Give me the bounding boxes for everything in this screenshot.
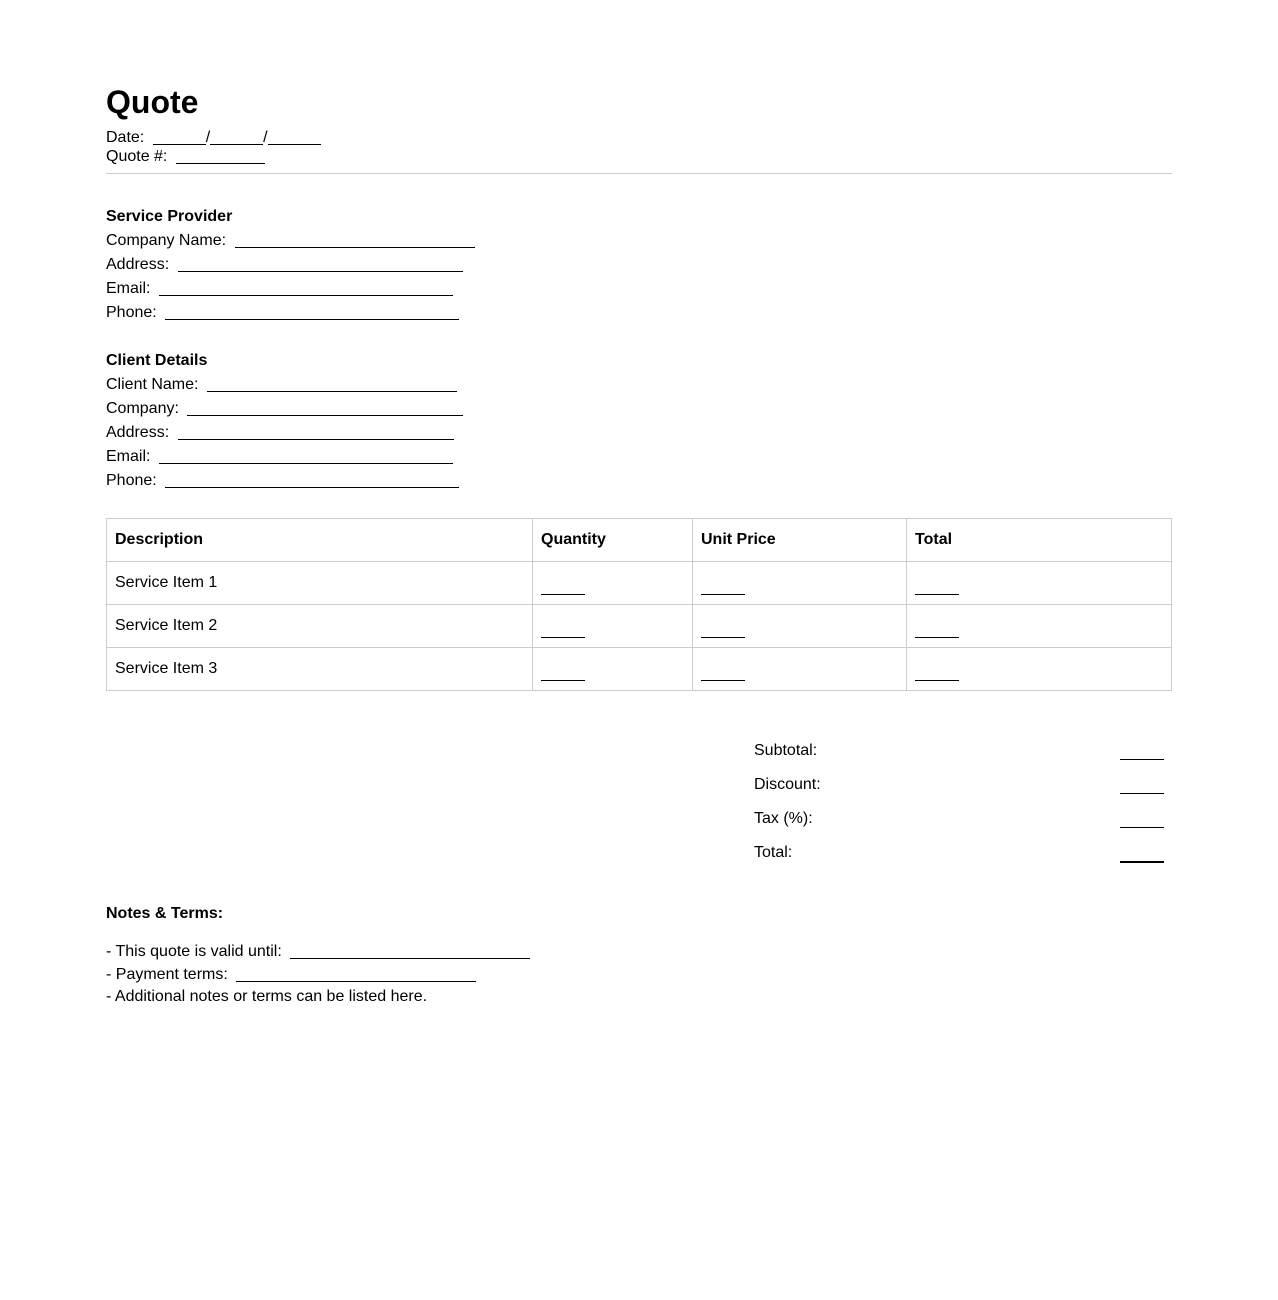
quote-number-row xyxy=(106,147,321,166)
item-unit-price-field[interactable] xyxy=(701,621,745,638)
date-separator: / xyxy=(263,129,268,146)
date-day-field[interactable] xyxy=(210,128,263,145)
provider-email-field[interactable] xyxy=(159,279,453,296)
field-label: Phone: xyxy=(106,472,157,489)
field-label: Email: xyxy=(106,280,151,297)
item-total-cell xyxy=(907,562,1172,605)
field-label: Company Name: xyxy=(106,232,227,249)
discount-row xyxy=(754,774,1164,808)
discount-field[interactable] xyxy=(1120,780,1164,794)
item-unit-price-cell xyxy=(693,648,907,691)
field-label: Email: xyxy=(106,448,151,465)
provider-phone-field[interactable] xyxy=(165,303,459,320)
column-header-description: Description xyxy=(107,519,533,562)
field-label: Company: xyxy=(106,400,179,417)
client-name-field[interactable] xyxy=(207,375,457,392)
section-title: Client Details xyxy=(106,352,208,369)
tax-row xyxy=(754,808,1164,842)
tax-label: Tax (%): xyxy=(754,810,813,827)
subtotal-field[interactable] xyxy=(1120,746,1164,760)
field-label: Address: xyxy=(106,424,170,441)
payment-terms-row xyxy=(106,964,530,987)
provider-address-row xyxy=(106,253,475,277)
discount-label: Discount: xyxy=(754,776,821,793)
table-row xyxy=(107,562,1172,605)
item-quantity-field[interactable] xyxy=(541,621,585,638)
column-header-unit-price: Unit Price xyxy=(693,519,907,562)
section-title: Service Provider xyxy=(106,208,233,225)
table-header-row xyxy=(107,519,1172,562)
item-total-cell xyxy=(907,648,1172,691)
quote-number-label: Quote #: xyxy=(106,148,168,165)
item-unit-price-cell xyxy=(693,562,907,605)
date-row xyxy=(106,128,321,147)
date-month-field[interactable] xyxy=(153,128,206,145)
divider xyxy=(106,173,1172,174)
date-label: Date: xyxy=(106,129,145,146)
column-header-quantity: Quantity xyxy=(533,519,693,562)
payment-terms-label: - Payment terms: xyxy=(106,965,228,983)
client-phone-field[interactable] xyxy=(165,471,459,488)
item-quantity-cell xyxy=(533,605,693,648)
quote-meta xyxy=(106,128,321,166)
grand-total-field[interactable] xyxy=(1120,848,1164,863)
payment-terms-field[interactable] xyxy=(236,965,476,982)
notes-terms-section xyxy=(106,903,530,1009)
valid-until-row xyxy=(106,941,530,964)
client-address-row xyxy=(106,421,463,445)
client-email-field[interactable] xyxy=(159,447,453,464)
service-provider-section xyxy=(106,205,475,325)
tax-field[interactable] xyxy=(1120,814,1164,828)
column-header-total: Total xyxy=(907,519,1172,562)
quote-number-field[interactable] xyxy=(176,147,265,164)
page-title: Quote xyxy=(106,84,199,120)
item-unit-price-field[interactable] xyxy=(701,664,745,681)
notes-title: Notes & Terms: xyxy=(106,905,224,922)
client-address-field[interactable] xyxy=(178,423,454,440)
valid-until-label: - This quote is valid until: xyxy=(106,943,282,960)
grand-total-label: Total: xyxy=(754,844,793,861)
item-total-field[interactable] xyxy=(915,578,959,595)
provider-email-row xyxy=(106,277,475,301)
totals-summary xyxy=(754,740,1164,876)
client-company-row xyxy=(106,397,463,421)
field-label: Client Name: xyxy=(106,376,199,393)
subtotal-row xyxy=(754,740,1164,774)
item-description: Service Item 1 xyxy=(107,562,533,605)
line-items-table xyxy=(106,518,1172,691)
client-name-row xyxy=(106,373,463,397)
item-quantity-field[interactable] xyxy=(541,578,585,595)
field-label: Phone: xyxy=(106,304,157,321)
item-unit-price-field[interactable] xyxy=(701,578,745,595)
item-description: Service Item 2 xyxy=(107,605,533,648)
item-quantity-field[interactable] xyxy=(541,664,585,681)
item-quantity-cell xyxy=(533,562,693,605)
client-email-row xyxy=(106,445,463,469)
table-row xyxy=(107,648,1172,691)
provider-company-row xyxy=(106,229,475,253)
provider-company-field[interactable] xyxy=(235,231,475,248)
client-details-section xyxy=(106,349,463,493)
grand-total-row xyxy=(754,842,1164,876)
table-row xyxy=(107,605,1172,648)
item-description: Service Item 3 xyxy=(107,648,533,691)
client-company-field[interactable] xyxy=(187,399,463,416)
item-total-cell xyxy=(907,605,1172,648)
item-total-field[interactable] xyxy=(915,664,959,681)
item-total-field[interactable] xyxy=(915,621,959,638)
additional-notes: - Additional notes or terms can be listed here. xyxy=(106,988,428,1005)
valid-until-field[interactable] xyxy=(290,942,530,959)
client-phone-row xyxy=(106,469,463,493)
subtotal-label: Subtotal: xyxy=(754,742,818,759)
provider-address-field[interactable] xyxy=(178,255,463,272)
field-label: Address: xyxy=(106,256,170,273)
date-year-field[interactable] xyxy=(268,128,321,145)
date-separator: / xyxy=(205,129,211,146)
item-unit-price-cell xyxy=(693,605,907,648)
provider-phone-row xyxy=(106,301,475,325)
item-quantity-cell xyxy=(533,648,693,691)
